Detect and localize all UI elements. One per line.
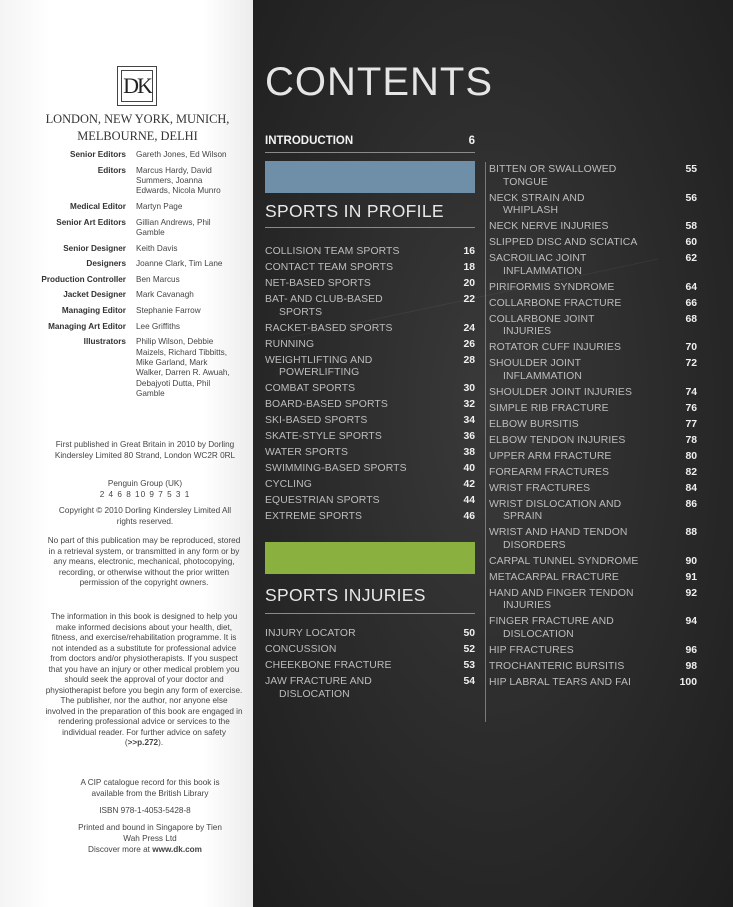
toc-entry-equestrian-sports[interactable] [265, 495, 475, 508]
toc-entry-title: PIRIFORMIS SYNDROME [489, 281, 615, 293]
toc-entry-page: 91 [685, 571, 697, 583]
toc-entry-board-based-sports[interactable] [265, 399, 475, 412]
toc-entry-page: 72 [685, 358, 697, 369]
credits-list [0, 150, 253, 405]
toc-entry-title: CARPAL TUNNEL SYNDROME [489, 555, 639, 567]
toc-entry-bitten-or-swallowed-tongue[interactable] [489, 164, 697, 189]
toc-entry-shoulder-joint-injuries[interactable] [489, 387, 697, 400]
toc-entry-wrist-dislocation-and-sprain[interactable] [489, 499, 697, 524]
toc-entry-page: 55 [685, 164, 697, 175]
toc-entry-forearm-fractures[interactable] [489, 467, 697, 480]
printed-by: Printed and bound in Singapore by Tien Wah Press Ltd [78, 823, 222, 843]
credit-row-senior-art-editors [0, 218, 253, 239]
toc-entry-page: 52 [463, 644, 475, 655]
toc-entry-hip-labral-tears-and-fai[interactable] [489, 677, 697, 690]
credit-row-editors [0, 166, 253, 197]
toc-entry-page: 58 [685, 221, 697, 232]
toc-entry-title: NET-BASED SPORTS [265, 278, 371, 289]
toc-entry-page: 16 [463, 246, 475, 257]
toc-entry-cycling[interactable] [265, 479, 475, 492]
toc-entry-page: 18 [463, 262, 475, 273]
credit-row-jacket-designer [0, 290, 253, 300]
toc-entry-title: SKATE-STYLE SPORTS [265, 431, 382, 442]
toc-entry-wrist-fractures[interactable] [489, 483, 697, 496]
toc-entry-page: 70 [685, 342, 697, 353]
credit-role: Senior Art Editors [56, 217, 126, 227]
credit-row-designers [0, 259, 253, 269]
toc-entry-title: FOREARM FRACTURES [489, 466, 610, 478]
credit-row-managing-art-editor [0, 322, 253, 332]
toc-entry-title: HIP LABRAL TEARS AND FAI [489, 676, 631, 688]
toc-entry-simple-rib-fracture[interactable] [489, 403, 697, 416]
dk-logo: DK [117, 66, 157, 106]
toc-entry-title: SWIMMING-BASED SPORTS [265, 463, 407, 474]
toc-entry-page: 86 [685, 498, 697, 510]
toc-entry-title: COLLISION TEAM SPORTS [265, 246, 400, 257]
toc-entry-trochanteric-bursitis[interactable] [489, 661, 697, 674]
toc-entry-title: JAW FRACTURE AND DISLOCATION [265, 676, 372, 700]
toc-entry-page: 84 [685, 482, 697, 494]
toc-entry-page: 64 [685, 281, 697, 293]
print-line: 2 4 6 8 10 9 7 5 3 1 [99, 490, 191, 499]
credit-role: Illustrators [83, 337, 126, 347]
toc-entry-page: 38 [463, 447, 475, 458]
credit-names: Stephanie Farrow [136, 305, 201, 315]
credit-role: Designers [86, 259, 126, 269]
website-link[interactable]: www.dk.com [152, 845, 202, 854]
toc-entry-title: EXTREME SPORTS [265, 511, 363, 522]
toc-entry-page: 26 [463, 338, 475, 350]
toc-entry-slipped-disc-and-sciatica[interactable] [489, 237, 697, 250]
safety-page-ref: >>p.272 [127, 738, 159, 747]
toc-entry-title: HAND AND FINGER TENDON INJURIES [489, 587, 634, 611]
toc-entry-title: SKI-BASED SPORTS [265, 415, 368, 426]
toc-entry-title: SIMPLE RIB FRACTURE [489, 402, 609, 414]
toc-entry-title: SACROILIAC JOINT INFLAMMATION [489, 253, 587, 277]
toc-entry-page: 24 [463, 322, 475, 334]
toc-entry-page: 76 [685, 402, 697, 414]
toc-entry-page: 77 [685, 418, 697, 430]
toc-entry-title: WATER SPORTS [265, 447, 348, 458]
toc-entry-page: 88 [685, 527, 697, 538]
credit-role: Senior Editors [70, 150, 126, 159]
toc-entry-jaw-fracture-and-dislocation[interactable] [265, 676, 475, 701]
credit-row-production-controller [0, 275, 253, 285]
toc-entry-title: INTRODUCTION [265, 135, 354, 147]
toc-entry-hip-fractures[interactable] [489, 645, 697, 658]
credit-names: Gillian Andrews, Phil Gamble [136, 217, 211, 237]
section-title-sports-in-profile: SPORTS IN PROFILE [265, 201, 444, 221]
toc-entry-carpal-tunnel-syndrome[interactable] [489, 556, 697, 569]
toc-entry-page: 53 [463, 660, 475, 671]
toc-entry-title: CONCUSSION [265, 644, 337, 655]
credit-row-medical-editor [0, 202, 253, 212]
toc-entry-collarbone-joint-injuries[interactable] [489, 314, 697, 339]
toc-entry-ski-based-sports[interactable] [265, 415, 475, 428]
discover-line: Discover more at www.dk.com [88, 845, 202, 854]
section-title-sports-injuries: SPORTS INJURIES [265, 585, 426, 605]
toc-entry-title: COLLARBONE JOINT INJURIES [489, 313, 595, 337]
toc-list-sports-in-profile [265, 246, 475, 527]
toc-entry-neck-strain-and-whiplash[interactable] [489, 193, 697, 218]
toc-entry-page: 42 [463, 479, 475, 490]
toc-entry-introduction[interactable] [265, 135, 475, 147]
toc-entry-injury-locator[interactable] [265, 628, 475, 641]
toc-entry-title: NECK STRAIN AND WHIPLASH [489, 192, 585, 216]
toc-entry-page: 100 [679, 676, 697, 688]
toc-entry-extreme-sports[interactable] [265, 511, 475, 524]
toc-entry-skate-style-sports[interactable] [265, 431, 475, 444]
toc-entry-page: 22 [463, 294, 475, 305]
toc-entry-piriformis-syndrome[interactable] [489, 282, 697, 295]
toc-entry-title: UPPER ARM FRACTURE [489, 450, 612, 462]
cities-line-1: LONDON, NEW YORK, MUNICH, [45, 112, 230, 126]
toc-entry-neck-nerve-injuries[interactable] [489, 221, 697, 234]
toc-entry-collision-team-sports[interactable] [265, 246, 475, 259]
toc-entry-page: 20 [463, 278, 475, 289]
toc-entry-finger-fracture-and-dislocation[interactable] [489, 616, 697, 641]
credit-names: Ben Marcus [136, 274, 180, 284]
divider [265, 613, 475, 614]
toc-entry-wrist-and-hand-tendon-disorders[interactable] [489, 527, 697, 552]
toc-entry-page: 92 [685, 587, 697, 599]
column-divider [485, 162, 486, 722]
toc-entry-page: 36 [463, 431, 475, 442]
toc-entry-page: 62 [685, 253, 697, 264]
credit-names: Mark Cavanagh [136, 290, 194, 300]
credit-role: Editors [97, 165, 126, 175]
credit-role: Managing Editor [61, 305, 126, 315]
toc-entry-upper-arm-fracture[interactable] [489, 451, 697, 464]
contents-page [253, 0, 733, 907]
toc-list-sports-injuries [265, 628, 475, 705]
toc-entry-title: CYCLING [265, 479, 312, 490]
cities-line-2: MELBOURNE, DELHI [77, 129, 198, 143]
penguin-group: Penguin Group (UK) [107, 479, 183, 488]
toc-entry-page: 68 [685, 313, 697, 325]
toc-entry-elbow-bursitis[interactable] [489, 419, 697, 432]
toc-entry-title: SLIPPED DISC AND SCIATICA [489, 237, 638, 248]
toc-entry-title: ELBOW TENDON INJURIES [489, 434, 626, 446]
disclaimer: The information in this book is designed to help you make informed decisions about your health, diet, fitness, and exercise/rehabilitation programme. It is not intended as a substitute for professional advice from doctors and/or physiotherapists. If you suspect that you have an injury or other medical problem you should seek the approval of your doctor and physiotherapist before you begin any form of exercise. The publisher, nor the author, nor anyone else involved in the preparation of this book are engaged in rendering professional advice or services to the individual reader. For further advice on safety (>>p.272). [45, 612, 243, 747]
toc-entry-title: WRIST AND HAND TENDON DISORDERS [489, 527, 628, 551]
toc-entry-elbow-tendon-injuries[interactable] [489, 435, 697, 448]
toc-entry-title: TROCHANTERIC BURSITIS [489, 660, 625, 672]
toc-entry-rotator-cuff-injuries[interactable] [489, 342, 697, 355]
divider [265, 152, 475, 153]
toc-entry-water-sports[interactable] [265, 447, 475, 460]
toc-entry-title: BAT- AND CLUB-BASED SPORTS [265, 294, 383, 318]
credit-role: Medical Editor [70, 202, 126, 211]
cip-record: A CIP catalogue record for this book is available from the British Library [80, 778, 220, 798]
toc-entry-combat-sports[interactable] [265, 383, 475, 396]
toc-entry-page: 50 [463, 628, 475, 639]
toc-entry-page: 46 [463, 511, 475, 522]
toc-entry-page: 90 [685, 555, 697, 567]
toc-entry-title: WRIST FRACTURES [489, 482, 591, 494]
page-title: CONTENTS [265, 60, 493, 104]
toc-entry-title: ROTATOR CUFF INJURIES [489, 342, 621, 353]
credit-role: Managing Art Editor [48, 321, 126, 331]
section-banner-sports-in-profile [265, 161, 475, 193]
toc-entry-page: 6 [468, 135, 475, 147]
credit-names: Marcus Hardy, David Summers, Joanna Edwards, Nicola Munro [136, 165, 221, 196]
toc-entry-page: 28 [463, 354, 475, 366]
credit-names: Martyn Page [136, 202, 183, 211]
credit-names: Gareth Jones, Ed Wilson [136, 150, 227, 159]
toc-entry-title: CONTACT TEAM SPORTS [265, 262, 394, 273]
toc-entry-page: 56 [685, 192, 697, 204]
credit-role: Production Controller [41, 274, 126, 284]
toc-entry-title: SHOULDER JOINT INJURIES [489, 386, 632, 398]
toc-entry-contact-team-sports[interactable] [265, 262, 475, 275]
credit-row-senior-editors [0, 150, 253, 160]
isbn: ISBN 978-1-4053-5428-8 [99, 806, 191, 815]
toc-entry-page: 60 [685, 237, 697, 248]
credit-names: Lee Griffiths [136, 321, 180, 331]
toc-entry-title: WEIGHTLIFTING AND POWERLIFTING [265, 354, 373, 378]
toc-entry-running[interactable] [265, 339, 475, 352]
divider [265, 227, 475, 228]
section-banner-sports-injuries [265, 542, 475, 574]
toc-entry-page: 94 [685, 616, 697, 627]
toc-entry-page: 78 [685, 434, 697, 446]
toc-entry-title: NECK NERVE INJURIES [489, 221, 609, 232]
credit-role: Jacket Designer [63, 290, 126, 300]
rights-notice: No part of this publication may be reproduced, stored in a retrieval system, or transmitted in any form or by any means, electronic, mechanical, photocopying, recording, or otherwise without the prior written permission of the copyright owners. [47, 536, 241, 587]
toc-entry-title: WRIST DISLOCATION AND SPRAIN [489, 498, 622, 522]
toc-entry-page: 66 [685, 297, 697, 309]
imprint-page [0, 0, 253, 907]
copyright: Copyright © 2010 Dorling Kindersley Limited All rights reserved. [58, 506, 232, 526]
toc-entry-page: 40 [463, 463, 475, 474]
toc-entry-collarbone-fracture[interactable] [489, 298, 697, 311]
toc-entry-weightlifting-and-powerlifting[interactable] [265, 355, 475, 380]
toc-entry-title: RACKET-BASED SPORTS [265, 322, 393, 334]
toc-entry-sacroiliac-joint-inflammation[interactable] [489, 253, 697, 278]
toc-entry-swimming-based-sports[interactable] [265, 463, 475, 476]
toc-entry-metacarpal-fracture[interactable] [489, 572, 697, 585]
toc-entry-page: 74 [685, 386, 697, 398]
toc-entry-page: 30 [463, 383, 475, 394]
credit-row-illustrators [0, 337, 253, 399]
toc-entry-bat-and-club-based-sports[interactable] [265, 294, 475, 319]
toc-entry-concussion[interactable] [265, 644, 475, 657]
toc-entry-cheekbone-fracture[interactable] [265, 660, 475, 673]
toc-entry-title: FINGER FRACTURE AND DISLOCATION [489, 616, 614, 640]
toc-entry-title: SHOULDER JOINT INFLAMMATION [489, 358, 582, 382]
credit-row-managing-editor [0, 306, 253, 316]
toc-entry-page: 96 [685, 644, 697, 656]
toc-entry-net-based-sports[interactable] [265, 278, 475, 291]
toc-entry-page: 44 [463, 495, 475, 506]
credit-names: Keith Davis [136, 243, 178, 253]
toc-entry-page: 54 [463, 676, 475, 687]
toc-entry-title: COLLARBONE FRACTURE [489, 297, 622, 309]
toc-entry-title: EQUESTRIAN SPORTS [265, 495, 380, 506]
publisher-cities [40, 111, 235, 145]
credit-role: Senior Designer [63, 243, 126, 253]
toc-entry-title: RUNNING [265, 338, 315, 350]
credit-row-senior-designer [0, 244, 253, 254]
toc-entry-page: 98 [685, 660, 697, 672]
toc-entry-title: COMBAT SPORTS [265, 383, 356, 394]
toc-entry-title: BOARD-BASED SPORTS [265, 399, 388, 410]
toc-entry-shoulder-joint-inflammation[interactable] [489, 358, 697, 383]
toc-entry-title: METACARPAL FRACTURE [489, 571, 619, 583]
toc-entry-page: 32 [463, 399, 475, 410]
toc-entry-title: CHEEKBONE FRACTURE [265, 660, 392, 671]
toc-entry-title: BITTEN OR SWALLOWED TONGUE [489, 164, 617, 188]
toc-entry-page: 34 [463, 415, 475, 426]
toc-entry-page: 82 [685, 466, 697, 478]
toc-entry-title: HIP FRACTURES [489, 644, 574, 656]
toc-entry-hand-and-finger-tendon-injuries[interactable] [489, 588, 697, 613]
credit-names: Philip Wilson, Debbie Maizels, Richard Tibbitts, Mike Garland, Mark Walker, Darren R. Awuah, Debajyoti Dutta, Phil Gamble [136, 337, 230, 399]
toc-list-column-2 [489, 164, 697, 693]
credit-names: Joanne Clark, Tim Lane [136, 259, 223, 269]
toc-entry-title: ELBOW BURSITIS [489, 418, 579, 430]
toc-entry-racket-based-sports[interactable] [265, 323, 475, 336]
toc-entry-title: INJURY LOCATOR [265, 628, 356, 639]
toc-entry-page: 80 [685, 450, 697, 462]
first-published: First published in Great Britain in 2010 by Dorling Kindersley Limited 80 Strand, London WC2R 0RL [54, 440, 236, 460]
